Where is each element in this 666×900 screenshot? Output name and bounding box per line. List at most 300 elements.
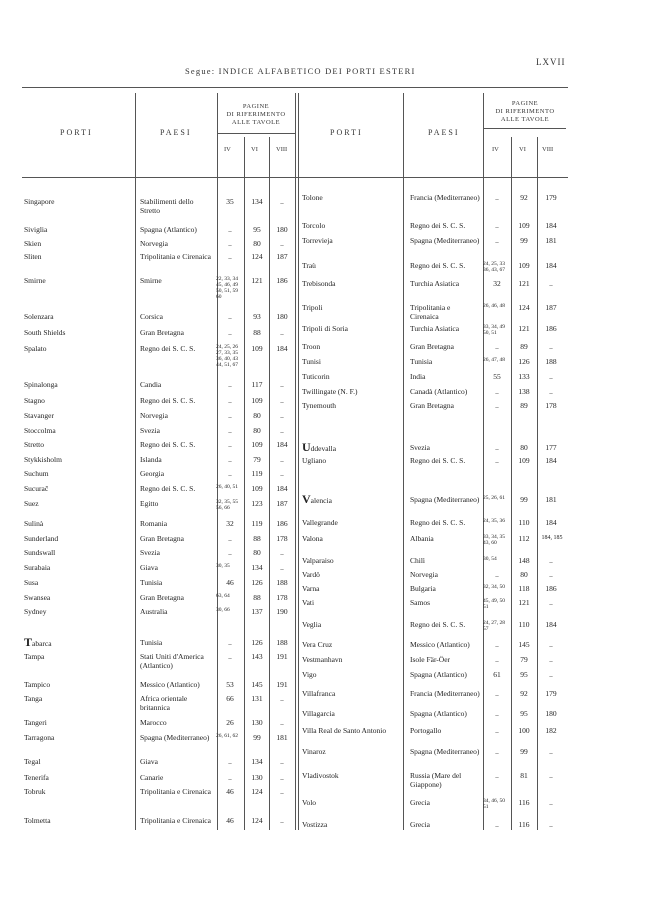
right-port-name: Tuticorin xyxy=(302,372,330,381)
right-ref-vi: 126 xyxy=(518,357,530,366)
left-ref-iv: 32, 35, 55 56, 66 xyxy=(216,499,238,511)
left-ref-viii: .. xyxy=(280,694,284,703)
right-port-name: Vinaroz xyxy=(302,747,326,756)
left-ref-viii: 181 xyxy=(276,733,288,742)
right-ref-viii: 187 xyxy=(545,303,557,312)
right-ref-viii: 179 xyxy=(545,193,557,202)
left-ref-iv: 53 xyxy=(226,680,234,689)
left-paese: Spagna (Mediterraneo) xyxy=(140,733,210,742)
right-ref-vi: 110 xyxy=(518,620,530,629)
left-port-name: Sydney xyxy=(24,607,47,616)
right-ref-vi: 81 xyxy=(520,771,528,780)
left-ref-vi: 126 xyxy=(251,638,263,647)
left-ref-viii: 180 xyxy=(276,312,288,321)
right-ref-viii: 182 xyxy=(545,726,557,735)
right-port-name xyxy=(302,440,337,454)
left-ref-vi: 109 xyxy=(251,484,263,493)
left-ref-iv: .. xyxy=(228,252,232,261)
right-ref-iv: .. xyxy=(495,221,499,230)
right-paese: Messico (Atlantico) xyxy=(410,640,470,649)
right-col-iv: IV xyxy=(492,146,499,153)
left-port-name: Sliten xyxy=(24,252,42,261)
left-port-name: Spalato xyxy=(24,344,47,353)
left-ref-vi: 130 xyxy=(251,773,263,782)
left-paese: Egitto xyxy=(140,499,159,508)
left-ref-vi: 95 xyxy=(253,225,261,234)
left-ref-viii: .. xyxy=(280,411,284,420)
right-port-name: Torrevieja xyxy=(302,236,333,245)
left-ref-viii: .. xyxy=(280,718,284,727)
right-ref-viii: 180 xyxy=(545,709,557,718)
left-pagine-line1: PAGINE xyxy=(242,103,270,110)
left-pagine-line3: ALLE TAVOLE xyxy=(231,119,281,126)
left-ref-viii: 186 xyxy=(276,519,288,528)
left-paese: Giava xyxy=(140,563,158,572)
left-ref-viii: .. xyxy=(280,380,284,389)
left-ref-iv: .. xyxy=(228,534,232,543)
left-ref-viii: 178 xyxy=(276,593,288,602)
right-ref-viii: .. xyxy=(549,556,553,565)
right-ref-viii: .. xyxy=(549,598,553,607)
right-ref-vi: 116 xyxy=(518,798,530,807)
left-ref-iv: .. xyxy=(228,328,232,337)
right-paese: Isole Fär-Öer xyxy=(410,655,451,664)
left-ref-vi: 117 xyxy=(251,380,263,389)
right-ref-viii: .. xyxy=(549,342,553,351)
center-rule-b xyxy=(298,93,299,830)
left-pagine-line2: DI RIFERIMENTO xyxy=(226,111,286,118)
left-ref-viii: .. xyxy=(280,757,284,766)
left-port-name: Tolmetta xyxy=(24,816,51,825)
right-ref-iv: 30, 54 xyxy=(483,556,497,562)
left-port-name: Solenzara xyxy=(24,312,54,321)
right-ref-viii: .. xyxy=(549,771,553,780)
left-ref-viii: .. xyxy=(280,328,284,337)
left-rule-paesi xyxy=(135,93,136,830)
left-ref-viii: 188 xyxy=(276,638,288,647)
right-paese: Francia (Mediterraneo) xyxy=(410,689,480,698)
right-ref-iv: 24, 35, 36 xyxy=(483,518,505,524)
right-ref-iv: .. xyxy=(495,655,499,664)
right-paese: Svezia xyxy=(410,443,430,452)
right-port-name: Vladivostok xyxy=(302,771,339,780)
left-port-name: Stavanger xyxy=(24,411,54,420)
right-ref-iv: 45, 49, 50 51 xyxy=(483,598,505,610)
right-paese: Spagna (Mediterraneo) xyxy=(410,747,480,756)
left-ref-iv: 63, 64 xyxy=(216,593,230,599)
right-rule-viii xyxy=(537,137,538,830)
right-paese: Tunisia xyxy=(410,357,433,366)
left-port-name: Tangeri xyxy=(24,718,47,727)
left-ref-vi: 88 xyxy=(253,593,261,602)
right-ref-iv: .. xyxy=(495,747,499,756)
left-ref-iv: .. xyxy=(228,440,232,449)
left-port-name: Tobruk xyxy=(24,787,46,796)
right-paese: Spagna (Atlantico) xyxy=(410,709,467,718)
right-ref-vi: 112 xyxy=(518,534,530,543)
right-ref-viii: 186 xyxy=(545,584,557,593)
right-pagine-line1: PAGINE xyxy=(511,100,539,107)
left-paese: Canarie xyxy=(140,773,164,782)
right-ref-viii: 184 xyxy=(545,221,557,230)
left-paese: Giava xyxy=(140,757,158,766)
left-port-name: Skien xyxy=(24,239,42,248)
left-paese: Regno dei S. C. S. xyxy=(140,344,196,353)
right-ref-vi: 92 xyxy=(520,193,528,202)
left-ref-vi: 143 xyxy=(251,652,263,661)
right-paese: Norvegia xyxy=(410,570,438,579)
right-ref-vi: 100 xyxy=(518,726,530,735)
right-ref-viii: 177 xyxy=(545,443,557,452)
right-ref-iv: 24, 25, 33 36, 43, 67 xyxy=(483,261,505,273)
left-ref-vi: 119 xyxy=(251,519,263,528)
left-ref-iv: .. xyxy=(228,312,232,321)
right-ref-vi: 89 xyxy=(520,342,528,351)
right-ref-viii: 181 xyxy=(545,236,557,245)
table-top-rule xyxy=(22,87,568,88)
right-paese: Turchia Asiatica xyxy=(410,279,460,288)
right-ref-iv: .. xyxy=(495,726,499,735)
right-col-viii: VIII xyxy=(542,146,554,153)
right-ref-vi: 95 xyxy=(520,709,528,718)
right-ref-iv: .. xyxy=(495,570,499,579)
left-paese: Svezia xyxy=(140,548,160,557)
left-ref-viii: .. xyxy=(280,396,284,405)
left-ref-vi: 137 xyxy=(251,607,263,616)
right-port-name: Tynemouth xyxy=(302,401,337,410)
left-port-initial: T xyxy=(24,635,33,649)
left-paese: Africa orientale britannica xyxy=(140,694,188,712)
right-port-name: Troon xyxy=(302,342,321,351)
right-paese: Regno dei S. C. S. xyxy=(410,456,466,465)
right-ref-iv: 55 xyxy=(493,372,501,381)
right-ref-iv: .. xyxy=(495,640,499,649)
left-col-viii: VIII xyxy=(276,146,288,153)
left-paese: Spagna (Atlantico) xyxy=(140,225,197,234)
right-ref-viii: 184, 185 xyxy=(541,535,563,541)
left-port-name: Tampa xyxy=(24,652,45,661)
left-ref-vi: 99 xyxy=(253,733,261,742)
right-port-name: Vestmanhavn xyxy=(302,655,343,664)
left-ref-iv: 30, 35 xyxy=(216,563,230,569)
right-ref-vi: 99 xyxy=(520,495,528,504)
right-ref-vi: 80 xyxy=(520,443,528,452)
left-paese: Islanda xyxy=(140,455,162,464)
left-header-paesi: PAESI xyxy=(160,128,192,137)
left-ref-iv: 22, 33, 34 45, 46, 49 50, 51, 59 60 xyxy=(216,276,238,300)
right-pagine-line2: DI RIFERIMENTO xyxy=(495,108,555,115)
left-rule-iv xyxy=(217,93,218,830)
right-paese: Regno dei S. C. S. xyxy=(410,261,466,270)
left-port-name: Stykkisholm xyxy=(24,455,62,464)
right-header-pagine xyxy=(484,100,566,124)
left-ref-iv: 35 xyxy=(226,197,234,206)
right-rule-vi xyxy=(511,137,512,830)
right-port-name: Villagarcia xyxy=(302,709,335,718)
left-ref-vi: 124 xyxy=(251,787,263,796)
left-rule-viii xyxy=(269,137,270,830)
right-ref-vi: 109 xyxy=(518,456,530,465)
page-number: LXVII xyxy=(536,57,566,67)
right-paese: Regno dei S. C. S. xyxy=(410,620,466,629)
right-ref-vi: 118 xyxy=(518,584,530,593)
left-port-name: Sundswall xyxy=(24,548,56,557)
right-ref-iv: .. xyxy=(495,709,499,718)
right-ref-vi: 121 xyxy=(518,324,530,333)
right-paese: Gran Bretagna xyxy=(410,401,454,410)
left-col-iv: IV xyxy=(224,146,231,153)
right-port-name: Tripoli xyxy=(302,303,323,312)
right-ref-viii: 188 xyxy=(545,357,557,366)
right-ref-vi: 110 xyxy=(518,518,530,527)
right-port-name: Varna xyxy=(302,584,320,593)
right-ref-iv: 32, 34, 50 xyxy=(483,584,505,590)
right-paese: Francia (Mediterraneo) xyxy=(410,193,480,202)
left-ref-vi: 88 xyxy=(253,534,261,543)
right-ref-viii: .. xyxy=(549,387,553,396)
right-port-name: Ugliano xyxy=(302,456,327,465)
left-ref-vi: 121 xyxy=(251,276,263,285)
left-ref-vi: 109 xyxy=(251,396,263,405)
left-ref-viii: .. xyxy=(280,773,284,782)
right-ref-iv: .. xyxy=(495,820,499,829)
left-port-name xyxy=(24,635,52,649)
left-ref-vi: 123 xyxy=(251,499,263,508)
left-ref-viii: 187 xyxy=(276,252,288,261)
left-paese: Tunisia xyxy=(140,638,163,647)
right-col-vi: VI xyxy=(519,146,526,153)
left-ref-viii: .. xyxy=(280,197,284,206)
left-paese: Regno dei S. C. S. xyxy=(140,396,196,405)
right-port-initial: U xyxy=(302,440,311,454)
right-paese: Canadà (Atlantico) xyxy=(410,387,468,396)
left-ref-iv: .. xyxy=(228,469,232,478)
left-port-name: Smirne xyxy=(24,276,46,285)
right-paese: Regno dei S. C. S. xyxy=(410,221,466,230)
left-paese: Regno dei S. C. S. xyxy=(140,440,196,449)
right-ref-vi: 124 xyxy=(518,303,530,312)
right-port-name: Traù xyxy=(302,261,316,270)
left-rule-vi xyxy=(244,137,245,830)
right-ref-viii: .. xyxy=(549,670,553,679)
left-ref-viii: 191 xyxy=(276,652,288,661)
right-ref-vi: 89 xyxy=(520,401,528,410)
right-ref-iv: .. xyxy=(495,401,499,410)
left-paese: Australia xyxy=(140,607,168,616)
right-ref-viii: .. xyxy=(549,655,553,664)
left-port-name: Tarragona xyxy=(24,733,55,742)
left-ref-viii: 187 xyxy=(276,499,288,508)
left-paese: Tripolitania e Cirenaica xyxy=(140,816,211,825)
right-paese: Tripolitania e Cirenaica xyxy=(410,303,451,321)
right-ref-viii: 184 xyxy=(545,261,557,270)
right-ref-viii: .. xyxy=(549,640,553,649)
right-ref-iv: 26, 47, 48 xyxy=(483,357,505,363)
right-port-name: Trebisonda xyxy=(302,279,336,288)
right-port-name: Villafranca xyxy=(302,689,336,698)
left-ref-viii: .. xyxy=(280,787,284,796)
right-paese: Grecia xyxy=(410,820,430,829)
left-paese: Tunisia xyxy=(140,578,163,587)
right-paese: Spagna (Mediterraneo) xyxy=(410,495,480,504)
left-pagine-rule xyxy=(218,133,296,134)
right-ref-vi: 133 xyxy=(518,372,530,381)
left-paese: Gran Bretagna xyxy=(140,328,184,337)
right-paese: Chilì xyxy=(410,556,426,565)
right-ref-iv: 33, 34, 49 50, 51 xyxy=(483,324,505,336)
left-ref-vi: 88 xyxy=(253,328,261,337)
left-ref-iv: 26, 61, 62 xyxy=(216,733,238,739)
right-port-rest: ddevalla xyxy=(310,444,337,453)
right-port-name xyxy=(302,492,332,506)
left-port-rest: abarca xyxy=(32,639,52,648)
left-paese: Gran Bretagna xyxy=(140,593,184,602)
right-ref-iv: .. xyxy=(495,771,499,780)
right-port-name: Vallegrande xyxy=(302,518,338,527)
left-port-name: Sulinà xyxy=(24,519,44,528)
left-ref-viii: 178 xyxy=(276,534,288,543)
right-paese: Spagna (Mediterraneo) xyxy=(410,236,480,245)
left-ref-iv: .. xyxy=(228,548,232,557)
left-ref-iv: .. xyxy=(228,426,232,435)
left-ref-iv: 46 xyxy=(226,816,234,825)
right-ref-viii: 184 xyxy=(545,518,557,527)
left-port-name: Tampico xyxy=(24,680,51,689)
left-ref-vi: 134 xyxy=(251,197,263,206)
left-paese: Georgia xyxy=(140,469,165,478)
right-ref-vi: 95 xyxy=(520,670,528,679)
right-paese: Turchia Asiatica xyxy=(410,324,460,333)
right-ref-iv: .. xyxy=(495,236,499,245)
right-paese: Portogallo xyxy=(410,726,442,735)
right-port-rest: alencia xyxy=(310,496,332,505)
right-port-name: Vostizza xyxy=(302,820,328,829)
right-ref-viii: .. xyxy=(549,570,553,579)
left-paese: Messico (Atlantico) xyxy=(140,680,200,689)
right-rule-iv xyxy=(483,93,484,830)
left-ref-iv: .. xyxy=(228,757,232,766)
right-paese: Spagna (Atlantico) xyxy=(410,670,467,679)
left-ref-viii: .. xyxy=(280,816,284,825)
left-port-name: Surabaia xyxy=(24,563,51,572)
left-ref-viii: 188 xyxy=(276,578,288,587)
right-ref-vi: 121 xyxy=(518,598,530,607)
left-paese: Smirne xyxy=(140,276,162,285)
left-ref-vi: 80 xyxy=(253,426,261,435)
right-ref-viii: 184 xyxy=(545,456,557,465)
left-ref-iv: .. xyxy=(228,638,232,647)
right-ref-viii: .. xyxy=(549,279,553,288)
left-port-name: Spinalonga xyxy=(24,380,58,389)
left-ref-vi: 109 xyxy=(251,344,263,353)
left-ref-viii: .. xyxy=(280,239,284,248)
right-port-name: Twillingate (N. F.) xyxy=(302,387,358,396)
left-ref-vi: 124 xyxy=(251,816,263,825)
left-ref-iv: .. xyxy=(228,652,232,661)
right-port-name: Torcolo xyxy=(302,221,326,230)
right-ref-vi: 145 xyxy=(518,640,530,649)
right-port-name: Volo xyxy=(302,798,317,807)
right-ref-vi: 99 xyxy=(520,747,528,756)
right-ref-iv: .. xyxy=(495,443,499,452)
left-ref-viii: .. xyxy=(280,455,284,464)
right-ref-iv: .. xyxy=(495,456,499,465)
left-ref-vi: 145 xyxy=(251,680,263,689)
left-ref-viii: .. xyxy=(280,426,284,435)
left-ref-vi: 79 xyxy=(253,455,261,464)
left-ref-viii: 190 xyxy=(276,607,288,616)
right-paese: Bulgaria xyxy=(410,584,436,593)
left-port-name: Swansea xyxy=(24,593,51,602)
right-port-name: Vardö xyxy=(302,570,320,579)
right-pagine-rule xyxy=(484,128,566,129)
right-ref-viii: .. xyxy=(549,372,553,381)
right-port-name: Tolone xyxy=(302,193,323,202)
left-port-name: Tanga xyxy=(24,694,43,703)
left-ref-iv: 30, 66 xyxy=(216,607,230,613)
right-paese: India xyxy=(410,372,426,381)
left-ref-vi: 134 xyxy=(251,757,263,766)
left-ref-viii: 184 xyxy=(276,484,288,493)
left-ref-viii: 184 xyxy=(276,344,288,353)
left-paese: Tripolitania e Cirenaica xyxy=(140,252,211,261)
right-paese: Samos xyxy=(410,598,431,607)
right-ref-viii: 184 xyxy=(545,620,557,629)
left-paese: Marocco xyxy=(140,718,167,727)
left-ref-viii: 184 xyxy=(276,440,288,449)
left-port-name: Singapore xyxy=(24,197,55,206)
left-paese: Candia xyxy=(140,380,162,389)
right-paese: Gran Bretagna xyxy=(410,342,454,351)
left-ref-iv: .. xyxy=(228,239,232,248)
left-port-name: Susa xyxy=(24,578,39,587)
left-ref-vi: 80 xyxy=(253,411,261,420)
right-ref-vi: 116 xyxy=(518,820,530,829)
right-port-name: Valona xyxy=(302,534,323,543)
left-port-name: Sucurač xyxy=(24,484,49,493)
right-paese: Regno dei S. C. S. xyxy=(410,518,466,527)
left-ref-viii: .. xyxy=(280,469,284,478)
left-paese: Regno dei S. C. S. xyxy=(140,484,196,493)
right-ref-iv: 24, 27, 28 57 xyxy=(483,620,505,632)
right-ref-iv: 26, 46, 48 xyxy=(483,303,505,309)
right-ref-viii: 186 xyxy=(545,324,557,333)
left-ref-iv: 46 xyxy=(226,578,234,587)
right-ref-viii: 181 xyxy=(545,495,557,504)
left-port-name: Stretto xyxy=(24,440,44,449)
right-header-porti: PORTI xyxy=(330,128,363,137)
left-ref-iv: .. xyxy=(228,455,232,464)
left-ref-vi: 130 xyxy=(251,718,263,727)
right-port-name: Tunisi xyxy=(302,357,321,366)
left-paese: Norvegia xyxy=(140,411,168,420)
left-ref-viii: .. xyxy=(280,548,284,557)
center-rule-a xyxy=(295,93,296,830)
left-paese: Gran Bretagna xyxy=(140,534,184,543)
left-ref-iv: .. xyxy=(228,396,232,405)
right-port-name: Vati xyxy=(302,598,315,607)
right-ref-iv: 34, 46, 50 51 xyxy=(483,798,505,810)
right-port-name: Vigo xyxy=(302,670,317,679)
right-ref-iv: .. xyxy=(495,689,499,698)
left-ref-viii: 186 xyxy=(276,276,288,285)
left-ref-iv: 66 xyxy=(226,694,234,703)
right-paese: Albania xyxy=(410,534,434,543)
left-ref-vi: 80 xyxy=(253,548,261,557)
left-paese: Corsica xyxy=(140,312,163,321)
left-ref-iv: 46 xyxy=(226,787,234,796)
right-ref-vi: 79 xyxy=(520,655,528,664)
